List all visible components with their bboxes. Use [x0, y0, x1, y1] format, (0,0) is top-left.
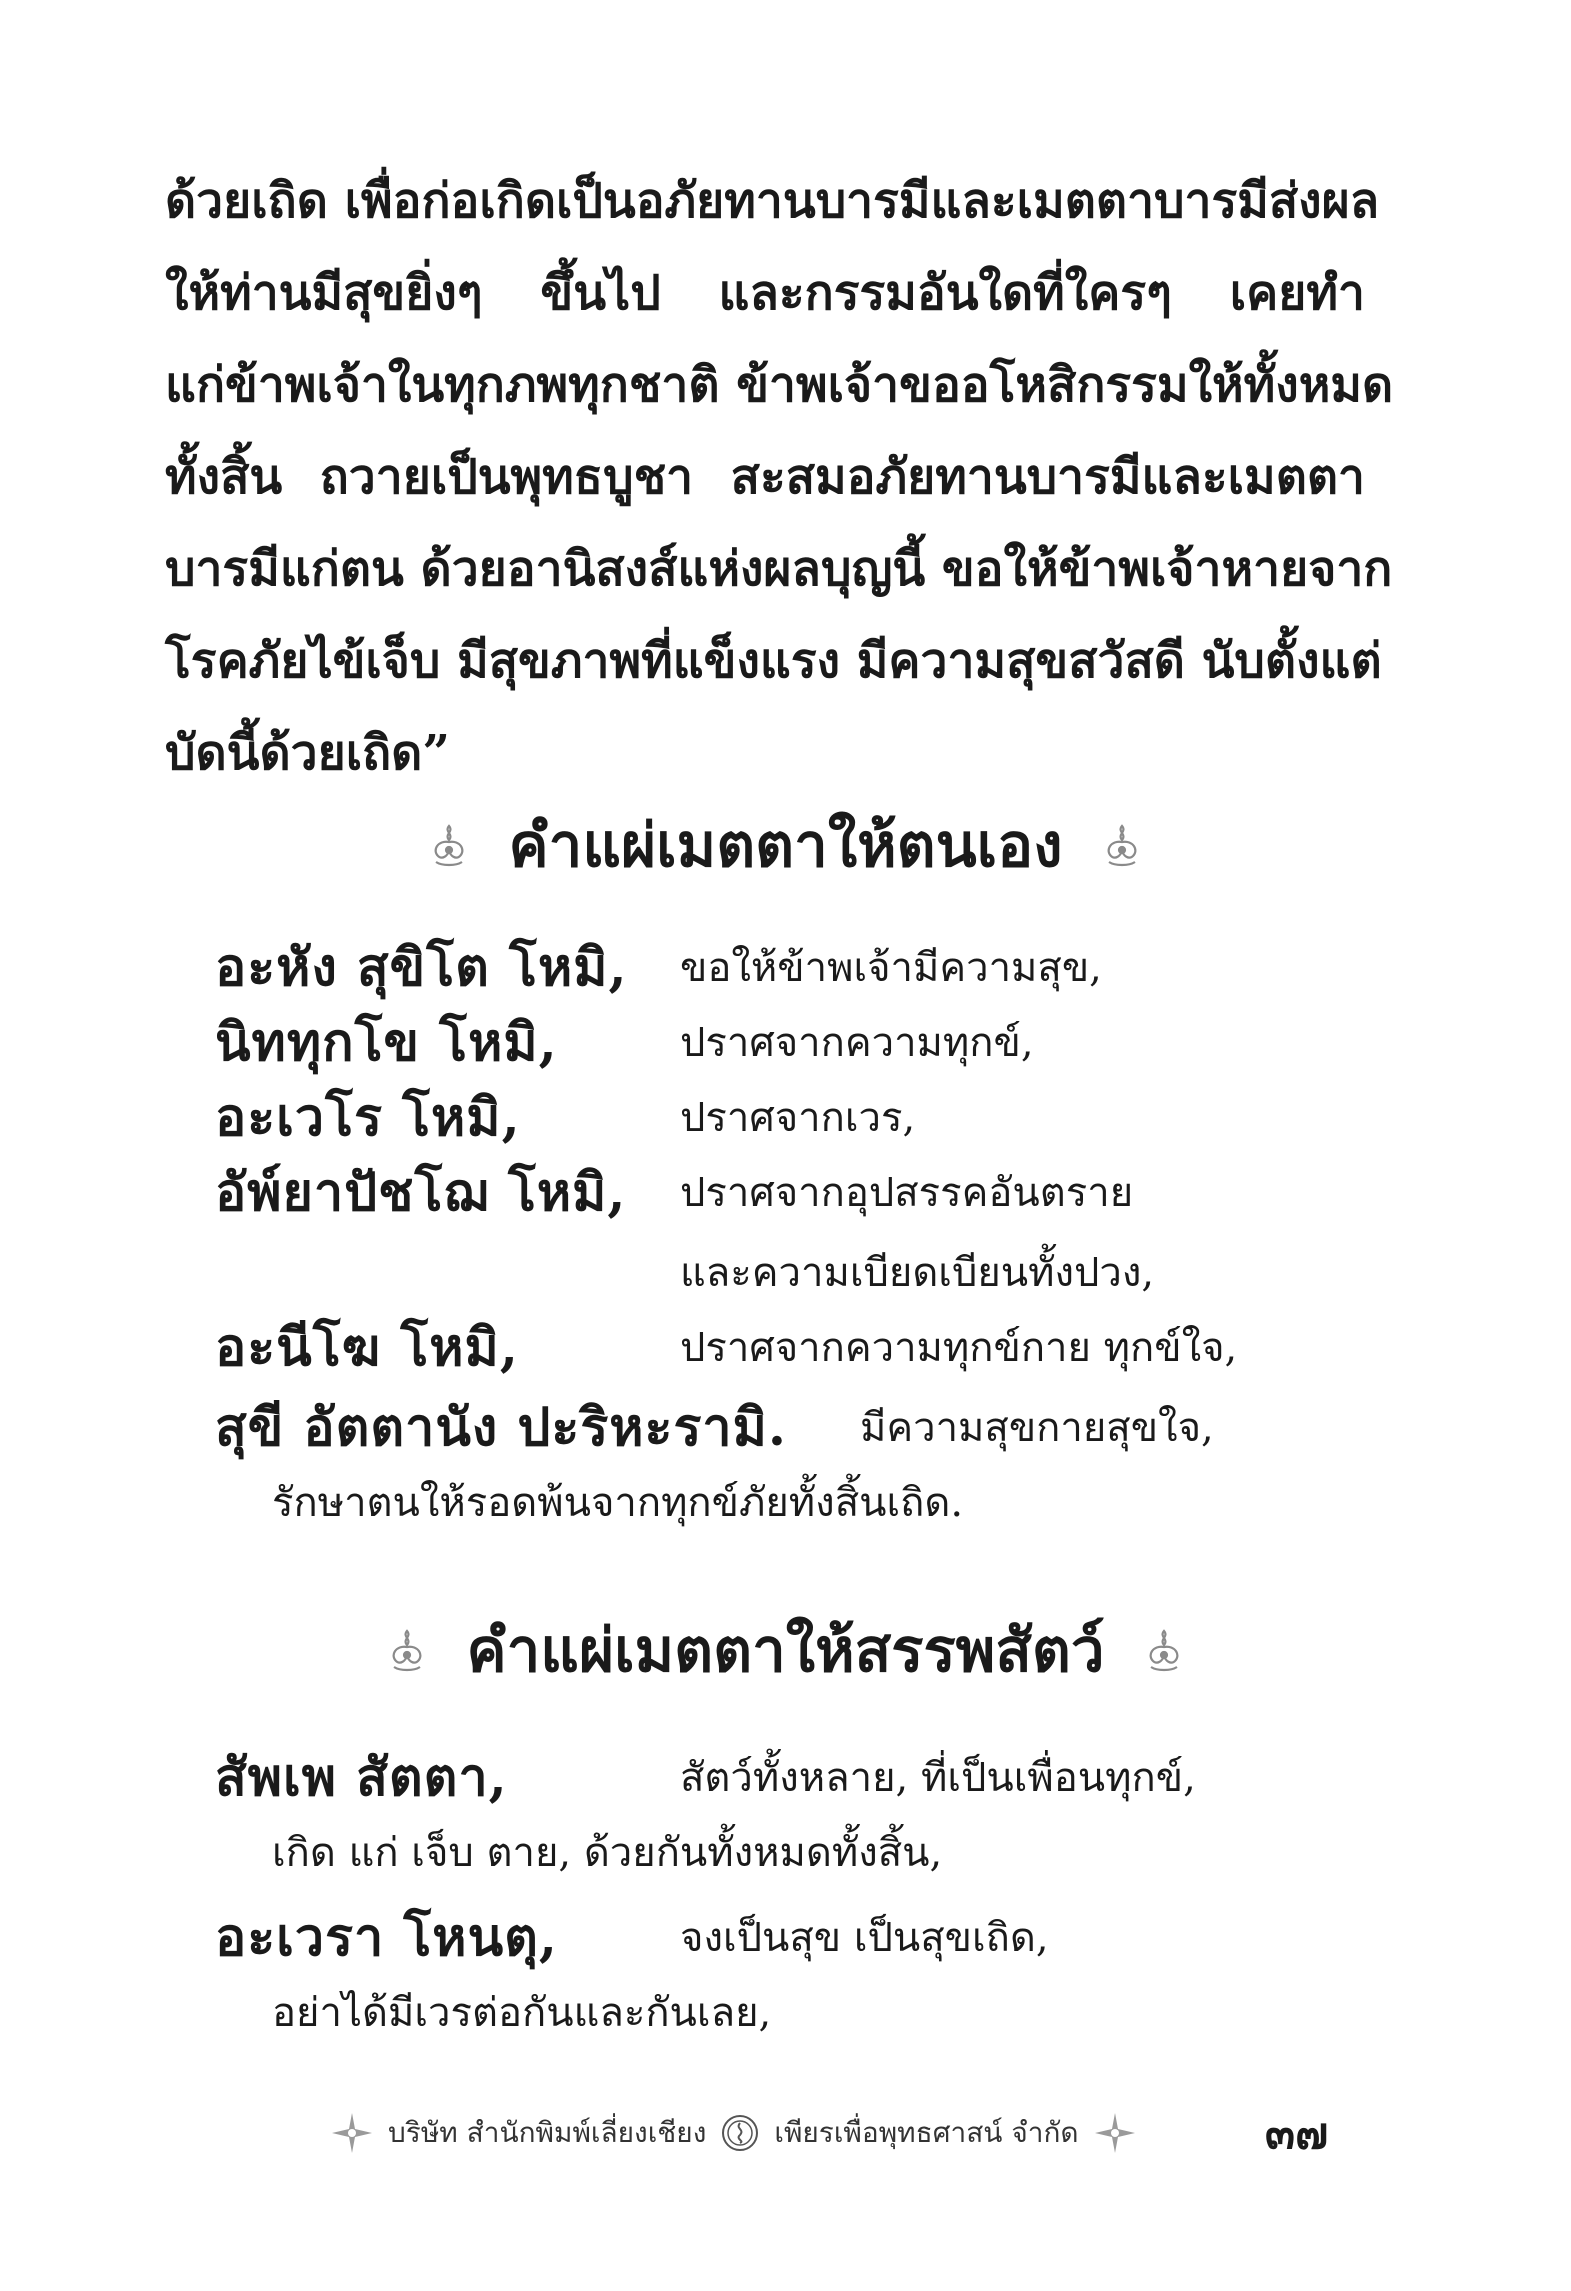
verse-thai: สัตว์ทั้งหลาย, ที่เป็นเพื่อนทุกข์,	[680, 1755, 1196, 1801]
verse-pali: สัพเพ สัตตา,	[215, 1747, 508, 1808]
verse-thai: ขอให้ข้าพเจ้ามีความสุข,	[680, 945, 1102, 991]
verse-thai: จงเป็นสุข เป็นสุขเถิด,	[680, 1915, 1049, 1961]
intro-line: ทั้งสิ้น ถวายเป็นพุทธบูชา สะสมอภัยทานบารมีและเมตตา	[165, 449, 1365, 505]
publisher-slogan: เพียรเพื่อพุทธศาสน์ จำกัด	[774, 2116, 1079, 2149]
section-heading-all-beings	[0, 1605, 1571, 1695]
section-heading-self	[0, 800, 1571, 890]
intro-line: ให้ท่านมีสุขยิ่งๆ ขึ้นไป และกรรมอันใดที่ใครๆ เคยทำ	[165, 265, 1365, 321]
publisher-name: บริษัท สำนักพิมพ์เลี่ยงเชียง	[388, 2116, 707, 2149]
verse-pali: อัพ์ยาปัชโฌ โหมิ,	[215, 1162, 627, 1223]
thai-flourish-icon	[1097, 820, 1147, 870]
verse-pali: อะหัง สุขิโต โหมิ,	[215, 937, 628, 998]
star-ornament-icon	[330, 2111, 374, 2155]
thai-flourish-icon	[382, 1625, 432, 1675]
intro-line: บารมีแก่ตน ด้วยอานิสงส์แห่งผลบุญนี้ ขอให้ข้าพเจ้าหายจาก	[165, 541, 1393, 597]
intro-line: โรคภัยไข้เจ็บ มีสุขภาพที่แข็งแรง มีความสุขสวัสดี นับตั้งแต่	[165, 633, 1382, 689]
star-ornament-icon	[1093, 2111, 1137, 2155]
verse-pali: นิททุกโข โหมิ,	[215, 1012, 558, 1073]
intro-line: แก่ข้าพเจ้าในทุกภพทุกชาติ ข้าพเจ้าขออโหสิกรรมให้ทั้งหมด	[165, 357, 1394, 413]
section-title: คำแผ่เมตตาให้ตนเอง	[508, 810, 1063, 881]
verse-thai: ปราศจากความทุกข์กาย ทุกข์ใจ,	[680, 1325, 1238, 1371]
verse-pali: อะเวรา โหนตุ,	[215, 1907, 558, 1968]
thai-flourish-icon	[1139, 1625, 1189, 1675]
verse-pali: อะเวโร โหมิ,	[215, 1087, 521, 1148]
verse-thai: ปราศจากอุปสรรคอันตราย	[680, 1170, 1134, 1216]
thai-flourish-icon	[424, 820, 474, 870]
intro-paragraph	[165, 155, 1394, 799]
intro-line: ด้วยเถิด เพื่อก่อเกิดเป็นอภัยทานบารมีและเมตตาบารมีส่งผล	[165, 173, 1380, 229]
verse-thai: และความเบียดเบียนทั้งปวง,	[680, 1250, 1155, 1296]
publisher-seal-icon	[720, 2113, 760, 2153]
verse-continuation: อย่าได้มีเวรต่อกันและกันเลย,	[272, 1990, 772, 2036]
section-title: คำแผ่เมตตาให้สรรพสัตว์	[466, 1615, 1105, 1686]
verse-thai: ปราศจากเวร,	[680, 1095, 916, 1141]
verse-thai: มีความสุขกายสุขใจ,	[860, 1405, 1214, 1451]
intro-line: บัดนี้ด้วยเถิด”	[165, 725, 450, 781]
verse-pali: อะนีโฆ โหมิ,	[215, 1317, 519, 1378]
page-number: ๓๗	[1265, 2108, 1329, 2159]
verse-thai: ปราศจากความทุกข์,	[680, 1020, 1034, 1066]
page-footer	[330, 2105, 1137, 2161]
verse-continuation: รักษาตนให้รอดพ้นจากทุกข์ภัยทั้งสิ้นเถิด.	[272, 1480, 964, 1526]
verse-pali: สุขี อัตตานัง ปะริหะรามิ.	[215, 1397, 787, 1458]
verse-continuation: เกิด แก่ เจ็บ ตาย, ด้วยกันทั้งหมดทั้งสิ้น,	[272, 1830, 943, 1876]
